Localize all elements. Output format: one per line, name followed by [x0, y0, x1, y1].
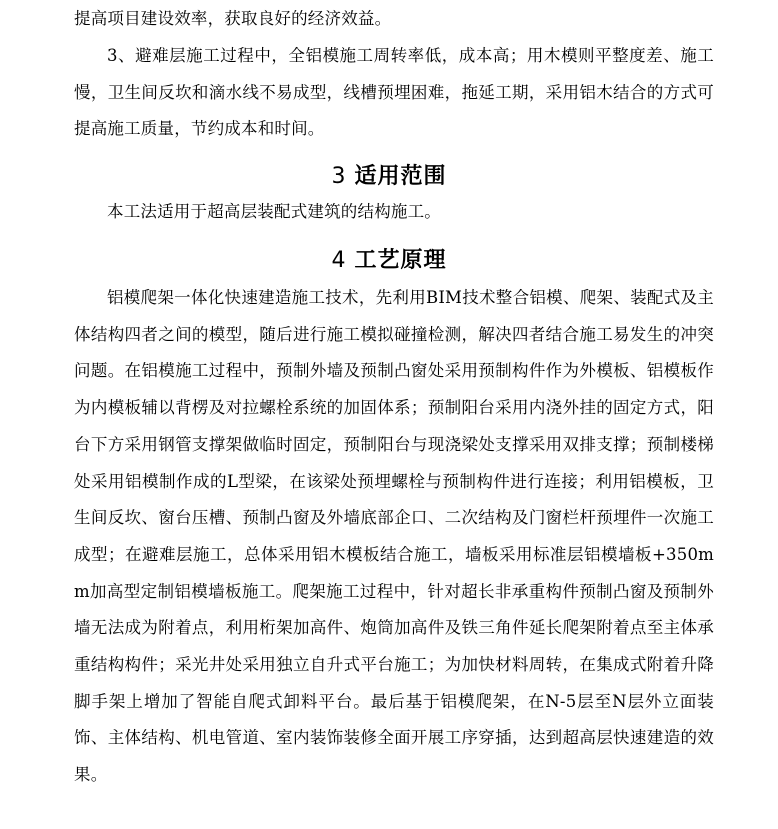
section-3-title: 适用范围 — [354, 163, 447, 189]
paragraph-intro-continuation: 提高项目建设效率，获取良好的经济效益。 — [74, 9, 392, 28]
section-4-body: 铝模爬架一体化快速建造施工技术，先利用BIM技术整合铝模、爬架、装配式及主体结构四者之间的模型，随后进行施工模拟碰撞检测，解决四者结合施工易发生的冲突问题。在铝模施工过程中，预制外墙及预制凸窗处采用预制构件作为外模板、铝模板作为内模板辅以背楞及对拉螺栓系统的加固体系；预制阳台采用内浇外挂的固定方式，阳台下方采用钢管支撑架做临时固定，预制阳台与现浇梁处支撑采用双排支撑；预制楼梯处采用铝模制作成的L型梁，在该梁处预埋螺栓与预制构件进行连接；利用铝模板，卫生间反坎、窗台压槽、预制凸窗及外墙底部企口、二次结构及门窗栏杆预埋件一次施工成型；在避难层施工，总体采用铝木模板结合施工，墙板采用标准层铝模墙板+350mm加高型定制铝模墙板施工。爬架施工过程中，针对超长非承重构件预制凸窗及预制外墙无法成为附着点，利用桁架加高件、炮筒加高件及铁三角件延长爬架附着点至主体承重结构构件；采光井处采用独立自升式平台施工；为加快材料周转，在集成式附着升降脚手架上增加了智能自爬式卸料平台。最后基于铝模爬架，在N-5层至N层外立面装饰、主体结构、机电管道、室内装饰装修全面开展工序穿插，达到超高层快速建造的效果。 — [74, 288, 714, 785]
section-3-heading — [0, 159, 778, 190]
section-3-body: 本工法适用于超高层装配式建筑的结构施工。 — [107, 202, 441, 221]
paragraph-item-3: 3、避难层施工过程中，全铝模施工周转率低，成本高；用木模则平整度差、施工慢，卫生间反坎和滴水线不易成型，线槽预埋困难，拖延工期，采用铝木结合的方式可提高施工质量，节约成本和时间。 — [74, 46, 714, 139]
section-4-heading — [0, 243, 778, 274]
section-3-number: 3 — [331, 164, 347, 189]
section-4-number: 4 — [331, 248, 347, 273]
section-4-title: 工艺原理 — [354, 247, 447, 273]
